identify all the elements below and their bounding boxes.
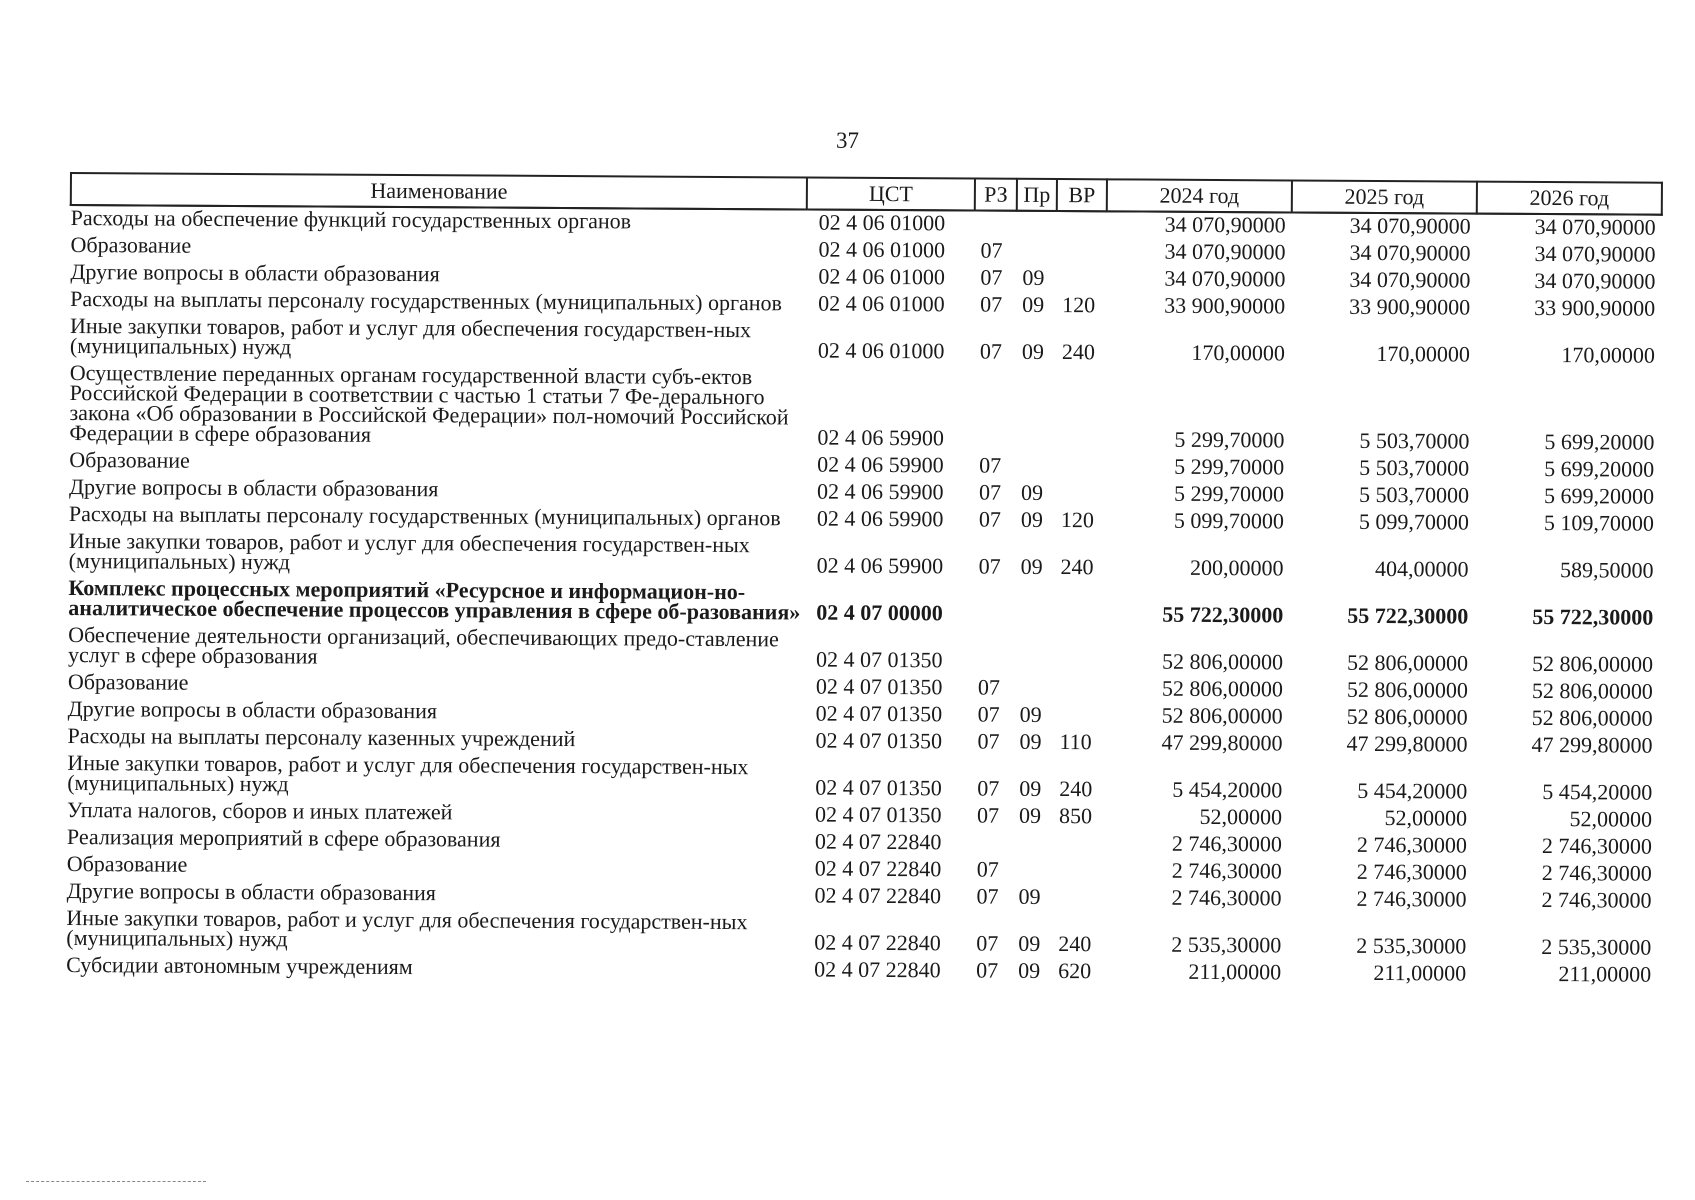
row-amount-2025: 5 099,70000 <box>1358 508 1469 535</box>
row-amount-2025: 52 806,00000 <box>1346 649 1469 676</box>
row-name: Осуществление переданных органам государственной власти субъ-ектов Российской Федерации в соответствии с частью 1 статьи 7 Фе-дерального закона «Об образовании в Российской Федерации» пол-номочий Российской Федерации в сфере образования <box>69 360 789 447</box>
row-amount-2025: 34 070,90000 <box>1349 266 1471 293</box>
row-rz: 07 <box>977 674 1000 700</box>
row-amount-2026: 34 070,90000 <box>1534 267 1656 294</box>
page-number: 37 <box>836 128 859 153</box>
row-cst: 02 4 06 01000 <box>818 209 946 236</box>
row-cst: 02 4 06 01000 <box>817 337 945 364</box>
row-amount-2026: 5 454,20000 <box>1542 779 1653 805</box>
row-amount-2026: 2 535,30000 <box>1541 934 1652 960</box>
row-cst: 02 4 07 22840 <box>814 882 942 909</box>
row-rz: 07 <box>980 264 1003 290</box>
row-vr <box>1054 676 1104 703</box>
row-amount-2025: 2 746,30000 <box>1356 858 1467 885</box>
row-vr <box>1056 266 1106 293</box>
row-cst: 02 4 07 01350 <box>815 801 942 828</box>
row-amount-2025: 404,00000 <box>1375 555 1469 582</box>
row-pr: 09 <box>1020 506 1043 532</box>
row-vr <box>1055 367 1106 454</box>
row-rz: 07 <box>980 237 1003 263</box>
row-pr: 09 <box>1020 553 1043 579</box>
header-cst: ЦСТ <box>807 178 975 211</box>
row-amount-2024: 5 299,70000 <box>1174 453 1285 480</box>
row-rz: 07 <box>976 957 999 983</box>
row-vr: 240 <box>1058 931 1092 957</box>
row-pr <box>1015 367 1056 454</box>
row-vr <box>1057 211 1107 239</box>
row-pr: 09 <box>1018 883 1041 909</box>
row-rz: 07 <box>979 452 1002 478</box>
row-amount-2024: 52,00000 <box>1199 803 1283 830</box>
row-name: Другие вопросы в области образования <box>67 695 438 724</box>
row-rz: 07 <box>976 930 999 956</box>
row-rz: 07 <box>979 338 1002 364</box>
row-vr <box>1055 481 1105 508</box>
row-pr: 09 <box>1022 264 1045 290</box>
row-amount-2026: 589,50000 <box>1560 557 1654 583</box>
row-amount-2024: 34 070,90000 <box>1164 265 1286 292</box>
row-amount-2026: 2 746,30000 <box>1541 860 1652 886</box>
row-rz: 07 <box>977 728 1000 754</box>
row-amount-2026: 211,00000 <box>1558 961 1652 987</box>
row-vr: 120 <box>1060 507 1094 533</box>
row-pr <box>1017 211 1057 239</box>
row-cst: 02 4 06 59900 <box>816 505 944 532</box>
row-vr <box>1053 858 1103 885</box>
row-amount-2024: 52 806,00000 <box>1161 702 1283 729</box>
row-cst: 02 4 07 22840 <box>814 855 942 882</box>
row-cst: 02 4 06 01000 <box>818 290 945 317</box>
row-cst: 02 4 07 01350 <box>815 700 943 727</box>
row-cst: 02 4 06 01000 <box>818 236 946 263</box>
row-amount-2026: 5 109,70000 <box>1543 510 1654 536</box>
row-amount-2024: 211,00000 <box>1188 958 1282 985</box>
row-name: Образование <box>69 447 190 473</box>
row-cst: 02 4 06 59900 <box>816 478 944 505</box>
table-body <box>66 205 1662 990</box>
row-cst: 02 4 06 59900 <box>817 424 944 451</box>
row-amount-2025: 33 900,90000 <box>1349 293 1471 320</box>
row-amount-2025: 55 722,30000 <box>1347 602 1469 629</box>
row-name: Образование <box>70 232 192 258</box>
row-amount-2026: 34 070,90000 <box>1534 240 1656 267</box>
row-rz: 07 <box>980 291 1003 317</box>
row-rz: 07 <box>978 506 1001 532</box>
row-amount-2026: 5 699,20000 <box>1544 429 1655 455</box>
row-name: Расходы на выплаты персоналу государственных (муниципальных) органов <box>70 286 783 316</box>
row-rz: 07 <box>978 553 1001 579</box>
row-name: Иные закупки товаров, работ и услуг для обеспечения государствен-ных (муниципальных) нужд <box>67 749 749 797</box>
row-rz: 07 <box>976 883 999 909</box>
row-amount-2025: 47 299,80000 <box>1346 730 1468 757</box>
row-amount-2025: 34 070,90000 <box>1349 212 1471 239</box>
budget-table <box>65 172 1663 990</box>
row-rz <box>971 831 1013 858</box>
row-vr <box>1055 454 1105 481</box>
row-rz <box>973 367 1016 454</box>
row-amount-2024: 33 900,90000 <box>1164 292 1286 319</box>
row-vr <box>1053 831 1103 858</box>
row-rz <box>975 211 1017 239</box>
row-amount-2026: 170,00000 <box>1561 342 1655 368</box>
row-name: Расходы на обеспечение функций государственных органов <box>70 205 632 234</box>
row-rz <box>972 629 1014 676</box>
row-amount-2025: 5 503,70000 <box>1358 481 1470 508</box>
row-pr <box>1014 629 1054 676</box>
row-amount-2026: 2 746,30000 <box>1541 833 1652 859</box>
header-name: Наименование <box>71 173 807 209</box>
row-name: Обеспечение деятельности организаций, обеспечивающих предо-ставление услуг в сфере образования <box>67 621 779 669</box>
row-pr <box>1013 858 1053 885</box>
header-2026: 2026 год <box>1477 182 1662 215</box>
row-name: Другие вопросы в области образования <box>66 877 437 906</box>
row-rz: 07 <box>976 856 999 882</box>
header-pr: Пр <box>1017 179 1057 211</box>
row-pr <box>1014 676 1054 703</box>
row-pr <box>1015 454 1055 481</box>
row-name: Иные закупки товаров, работ и услуг для обеспечения государствен-ных (муниципальных) нужд <box>69 313 752 360</box>
row-amount-2025: 170,00000 <box>1376 340 1470 367</box>
row-cst: 02 4 07 22840 <box>814 956 941 983</box>
header-rz: РЗ <box>975 179 1017 211</box>
row-amount-2024: 170,00000 <box>1191 339 1285 366</box>
row-amount-2025: 5 454,20000 <box>1357 777 1468 804</box>
row-amount-2024: 5 299,70000 <box>1173 480 1285 507</box>
row-amount-2025: 52 806,00000 <box>1346 676 1468 703</box>
row-name: Иные закупки товаров, работ и услуг для обеспечения государствен-ных (муниципальных) нужд <box>68 527 750 575</box>
row-vr <box>1054 629 1104 676</box>
row-cst: 02 4 07 01350 <box>815 727 943 754</box>
row-amount-2025: 52,00000 <box>1384 805 1468 831</box>
row-pr: 09 <box>1022 291 1045 317</box>
row-amount-2024: 34 070,90000 <box>1164 211 1286 238</box>
row-pr: 09 <box>1019 802 1042 828</box>
row-amount-2024: 34 070,90000 <box>1164 238 1286 265</box>
row-amount-2024: 2 746,30000 <box>1171 830 1282 857</box>
row-amount-2025: 5 503,70000 <box>1359 427 1470 454</box>
row-pr <box>1014 582 1054 629</box>
row-amount-2024: 52 806,00000 <box>1161 675 1283 702</box>
row-name: Комплекс процессных мероприятий «Ресурсное и информацион-но-аналитическое обеспечение процессов управления в сфере об-разования» <box>68 574 801 625</box>
row-cst: 02 4 06 59900 <box>817 451 944 478</box>
row-amount-2026: 52 806,00000 <box>1531 704 1653 731</box>
row-rz <box>972 582 1014 629</box>
row-vr <box>1052 885 1102 912</box>
row-pr: 09 <box>1021 338 1044 364</box>
row-amount-2026: 47 299,80000 <box>1531 731 1653 758</box>
row-cst: 02 4 07 01350 <box>815 646 943 673</box>
row-name: Уплата налогов, сборов и иных платежей <box>67 796 453 825</box>
row-cst: 02 4 07 00000 <box>816 599 943 626</box>
row-amount-2025: 52 806,00000 <box>1346 703 1468 730</box>
row-cst: 02 4 07 22840 <box>814 828 942 855</box>
row-amount-2024: 2 746,30000 <box>1171 884 1282 911</box>
row-vr: 110 <box>1059 729 1092 755</box>
row-name: Другие вопросы в области образования <box>70 259 440 287</box>
row-amount-2026: 52 806,00000 <box>1531 650 1654 677</box>
row-name: Образование <box>66 850 188 877</box>
row-name: Иные закупки товаров, работ и услуг для обеспечения государствен-ных (муниципальных) нужд <box>66 904 748 952</box>
row-pr: 09 <box>1019 701 1042 727</box>
row-amount-2024: 5 099,70000 <box>1173 507 1284 534</box>
row-amount-2026: 5 699,20000 <box>1543 483 1655 509</box>
row-amount-2026: 52 806,00000 <box>1531 677 1653 704</box>
row-amount-2026: 33 900,90000 <box>1534 294 1656 321</box>
row-name: Другие вопросы в области образования <box>69 474 439 502</box>
row-rz: 07 <box>978 479 1002 505</box>
row-vr: 240 <box>1061 339 1095 365</box>
row-vr: 240 <box>1060 554 1094 580</box>
row-amount-2026: 34 070,90000 <box>1534 213 1656 240</box>
row-amount-2024: 55 722,30000 <box>1162 601 1284 628</box>
row-amount-2026: 52,00000 <box>1569 806 1653 832</box>
row-name: Образование <box>67 668 189 695</box>
row-amount-2026: 5 699,20000 <box>1544 456 1655 482</box>
row-amount-2026: 2 746,30000 <box>1541 887 1652 913</box>
row-vr: 620 <box>1058 958 1092 984</box>
row-amount-2025: 211,00000 <box>1373 959 1467 986</box>
row-cst: 02 4 07 01350 <box>815 774 942 801</box>
row-amount-2024: 200,00000 <box>1190 554 1284 581</box>
row-name: Субсидии автономным учреждениям <box>66 951 413 980</box>
row-pr: 09 <box>1020 479 1044 505</box>
row-vr <box>1056 239 1106 266</box>
row-rz: 07 <box>977 802 1000 828</box>
row-vr: 240 <box>1059 776 1093 802</box>
row-cst: 02 4 06 01000 <box>818 263 945 290</box>
row-amount-2025: 5 503,70000 <box>1359 454 1470 481</box>
footer-divider <box>26 1181 206 1182</box>
header-vr: ВР <box>1057 179 1107 211</box>
row-pr: 09 <box>1019 728 1042 754</box>
row-amount-2024: 2 746,30000 <box>1171 857 1282 884</box>
row-amount-2025: 2 746,30000 <box>1356 831 1467 858</box>
row-pr <box>1016 239 1056 266</box>
row-rz: 07 <box>977 701 1000 727</box>
row-name: Расходы на выплаты персоналу государственных (муниципальных) органов <box>68 500 781 531</box>
row-vr <box>1054 703 1104 730</box>
row-amount-2025: 2 746,30000 <box>1356 885 1467 912</box>
row-cst: 02 4 07 22840 <box>814 929 941 956</box>
row-pr <box>1013 831 1053 858</box>
row-vr: 120 <box>1062 292 1096 318</box>
row-cst: 02 4 06 59900 <box>816 552 944 579</box>
header-2024: 2024 год <box>1107 179 1292 212</box>
row-pr: 09 <box>1019 775 1042 801</box>
row-cst: 02 4 07 01350 <box>815 673 943 700</box>
row-name: Расходы на выплаты персоналу казенных учреждений <box>67 722 576 752</box>
row-amount-2024: 5 454,20000 <box>1172 776 1283 803</box>
row-amount-2024: 47 299,80000 <box>1161 729 1283 756</box>
row-amount-2024: 52 806,00000 <box>1161 648 1284 675</box>
row-amount-2024: 5 299,70000 <box>1174 426 1285 453</box>
row-name: Реализация мероприятий в сфере образования <box>66 823 501 852</box>
row-rz: 07 <box>977 775 1000 801</box>
row-amount-2025: 34 070,90000 <box>1349 239 1471 266</box>
row-vr: 850 <box>1059 803 1093 829</box>
row-amount-2026: 55 722,30000 <box>1532 603 1654 630</box>
row-amount-2024: 2 535,30000 <box>1171 931 1282 958</box>
table-row <box>69 361 1661 458</box>
row-vr <box>1054 582 1104 629</box>
row-pr: 09 <box>1018 957 1041 983</box>
header-2025: 2025 год <box>1292 180 1477 213</box>
row-amount-2025: 2 535,30000 <box>1356 932 1467 959</box>
row-pr: 09 <box>1018 930 1041 956</box>
